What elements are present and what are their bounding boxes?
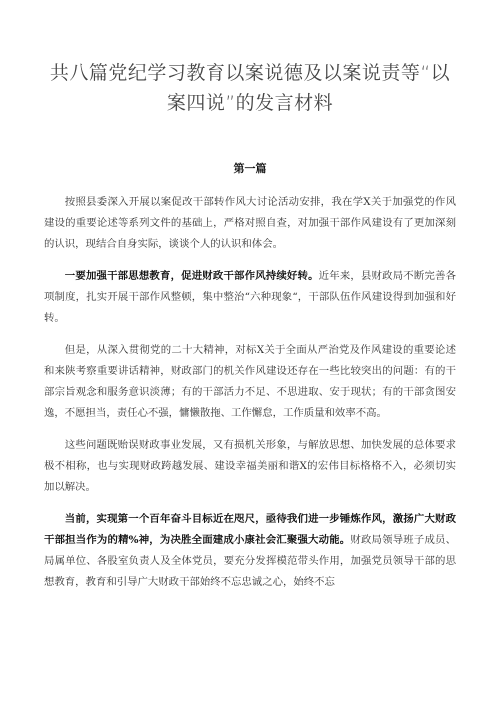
paragraph-4-text: 这些问题既贻误财政事业发展，又有损机关形象，与解放思想、加快发展的总体要求极不相称，也与实现财政跨越发展、建设幸福美丽和谐X的宏伟目标格格不入，必须切实加以解决。 [44,439,456,493]
paragraph-1-text: 按照县委深入开展以案促改干部转作风大讨论活动安排，我在学X关于加强党的作风建设的重要论述等系列文件的基础上，严格对照自查，对加强干部作风建设有了更加深刻的认识，现结合自身实际，谈谈个人的认识和体会。 [44,196,456,250]
paragraph-2 [44,266,456,329]
paragraph-3-text: 但是，从深入贯彻党的二十大精神，对标X关于全面从严治党及作风建设的重要论述和来陕考察重要讲话精神，财政部门的机关作风建设还存在一些比较突出的问题：有的干部宗旨观念和服务意识淡薄；有的干部活力不足、不思进取、安于现状；有的干部贪图安逸，不愿担当，责任心不强，慵懒散拖、工作懈怠，工作质量和效率不高。 [44,344,456,419]
paragraph-1 [44,192,456,255]
paragraph-5-text: 财政局领导班子成员、局属单位、各股室负责人及全体党员，要充分发挥模范带头作用，加强党员领导干部的思想教育，教育和引导广大财政干部始终不忘忠诚之心，始终不忘 [44,534,457,588]
paragraph-5 [44,509,456,593]
document-title: 共八篇党纪学习教育以案说德及以案说责等“以案四说”的发言材料 [49,62,451,114]
section-heading: 第一篇 [233,162,267,175]
paragraph-2-text: 近年来，县财政局不断完善各项制度，扎实开展干部作风整顿，集中整治“六种现象“，干部队伍作风建设得到加强和好转。 [44,270,456,324]
paragraph-3 [44,340,456,424]
paragraph-4 [44,435,456,498]
paragraph-2-lead: 一要加强干部思想教育，促进财政干部作风持续好转。 [64,270,319,282]
paragraph-5-lead: 当前，实现第一个百年奋斗目标近在咫尺，亟待我们进一步锤炼作风，激扬广大财政干部担当作为的精%神，为决胜全面建成小康社会汇聚强大动能。 [44,513,456,546]
